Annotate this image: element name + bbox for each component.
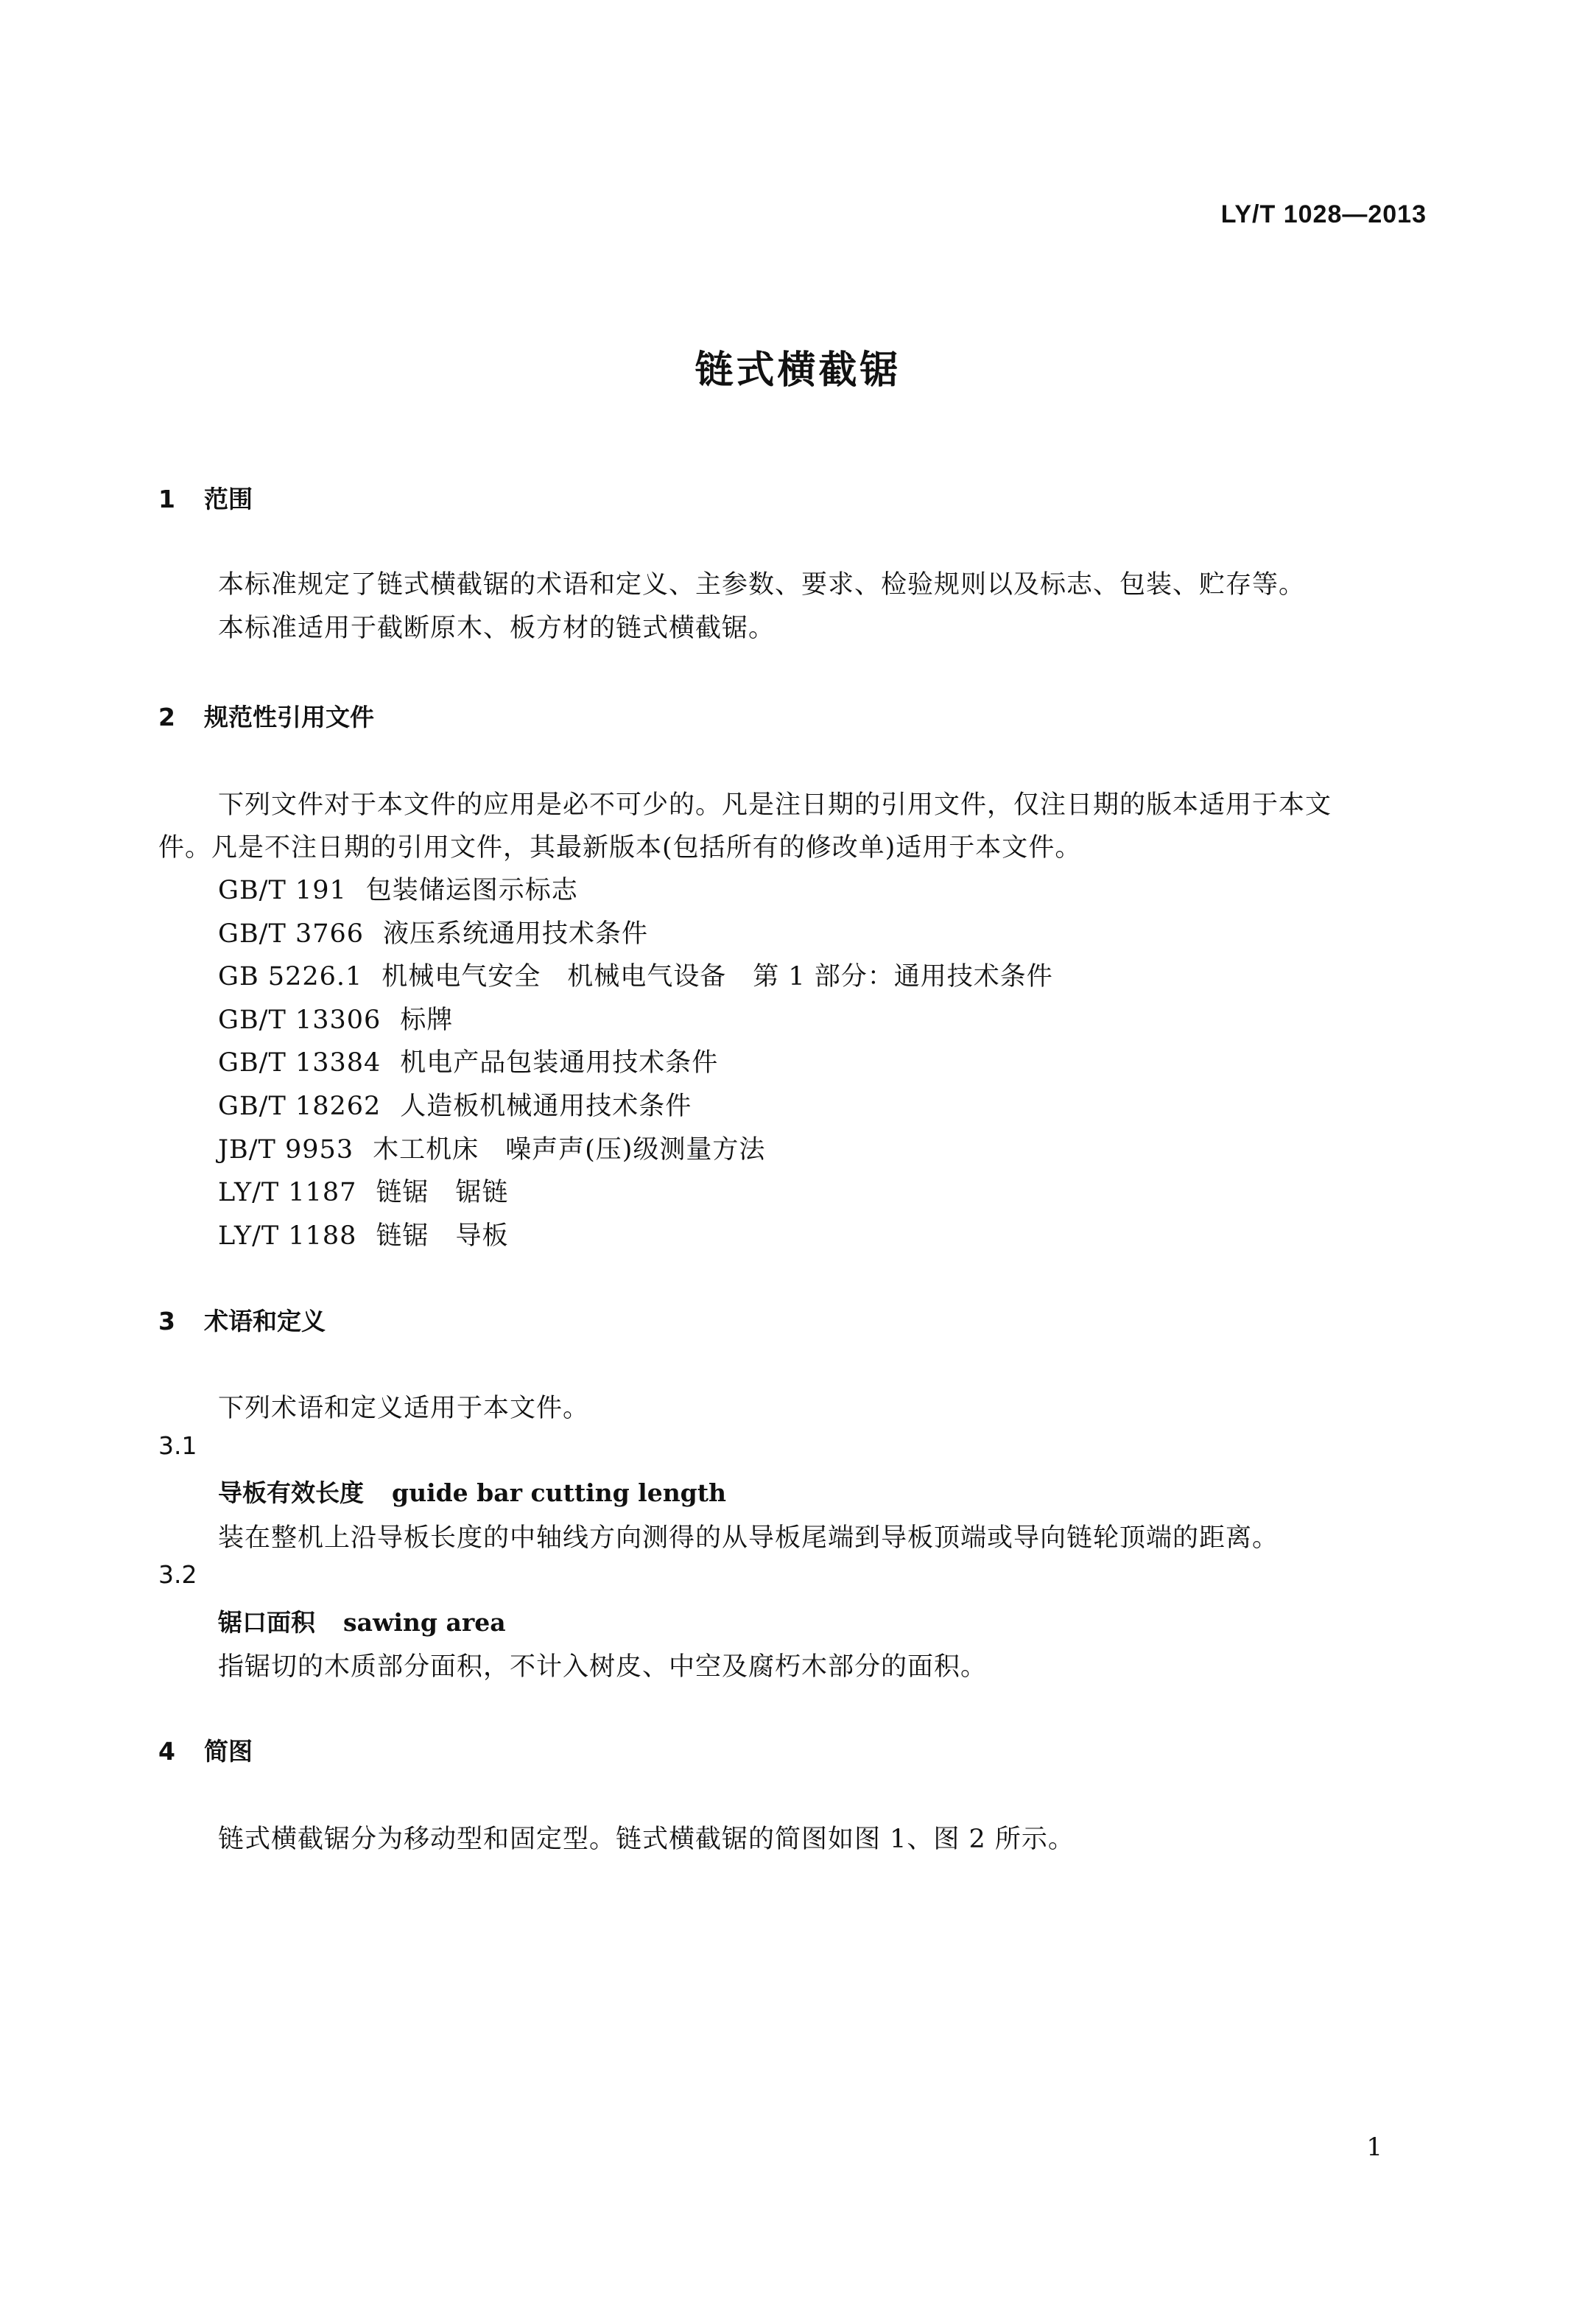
term-number: 3.1 [158, 1431, 197, 1460]
reference-code: GB/T 13384 [218, 1048, 382, 1078]
term-english: sawing area [343, 1608, 506, 1637]
paragraph: 本标准规定了链式横截锯的术语和定义、主参数、要求、检验规则以及标志、包装、贮存等。 [218, 570, 1306, 600]
reference-item [218, 956, 1053, 993]
reference-title: 人造板机械通用技术条件 [400, 1092, 692, 1121]
reference-title: 链锯 导板 [376, 1221, 509, 1251]
term-definition: 指锯切的木质部分面积，不计入树皮、中空及腐朽木部分的面积。 [218, 1652, 988, 1682]
section-title: 范围 [204, 485, 253, 513]
reference-item [218, 1172, 508, 1209]
reference-title: 液压系统通用技术条件 [383, 919, 649, 949]
term-number: 3.2 [158, 1560, 197, 1589]
reference-title: 木工机床 噪声声(压)级测量方法 [373, 1135, 766, 1165]
standard-code: LY/T 1028—2013 [1220, 200, 1427, 228]
reference-item [218, 870, 578, 907]
reference-item [218, 1215, 508, 1252]
section-number: 4 [158, 1737, 175, 1766]
reference-title: 包装储运图示标志 [365, 876, 578, 905]
reference-title: 标牌 [400, 1005, 454, 1035]
paragraph: 本标准适用于截断原木、板方材的链式横截锯。 [218, 614, 776, 643]
section-title: 术语和定义 [204, 1307, 326, 1335]
reference-code: GB/T 18262 [218, 1092, 382, 1121]
reference-code: GB 5226.1 [218, 962, 363, 991]
section-number: 3 [158, 1307, 175, 1335]
term-english: guide bar cutting length [392, 1478, 726, 1507]
reference-item [218, 913, 648, 950]
reference-code: GB/T 13306 [218, 1005, 382, 1035]
reference-title: 链锯 锯链 [376, 1178, 509, 1207]
document-title: 链式横截锯 [695, 348, 901, 393]
section-2-heading [158, 698, 374, 733]
reference-code: LY/T 1187 [218, 1178, 357, 1207]
term-chinese: 锯口面积 [218, 1608, 315, 1637]
term-heading [218, 1474, 726, 1509]
section-3-heading [158, 1302, 326, 1337]
reference-item [218, 1042, 718, 1079]
reference-code: GB/T 3766 [218, 919, 365, 949]
section-1-heading [158, 480, 253, 515]
section-4-heading [158, 1733, 253, 1767]
paragraph: 下列文件对于本文件的应用是必不可少的。凡是注日期的引用文件，仅注日期的版本适用于本文 [218, 790, 1332, 820]
reference-item [218, 1000, 453, 1036]
reference-title: 机械电气安全 机械电气设备 第 1 部分：通用技术条件 [382, 962, 1053, 991]
reference-code: JB/T 9953 [218, 1135, 354, 1165]
paragraph: 链式横截锯分为移动型和固定型。链式横截锯的简图如图 1、图 2 所示。 [218, 1825, 1075, 1854]
section-title: 规范性引用文件 [204, 703, 374, 731]
reference-item [218, 1086, 692, 1123]
reference-code: LY/T 1188 [218, 1221, 357, 1251]
term-chinese: 导板有效长度 [218, 1478, 364, 1507]
section-number: 2 [158, 703, 175, 731]
reference-title: 机电产品包装通用技术条件 [400, 1048, 719, 1078]
term-heading [218, 1604, 506, 1638]
reference-item [218, 1129, 765, 1166]
page-number: 1 [1366, 2133, 1382, 2162]
section-title: 简图 [204, 1737, 253, 1766]
section-number: 1 [158, 485, 175, 513]
reference-code: GB/T 191 [218, 876, 347, 905]
paragraph: 下列术语和定义适用于本文件。 [218, 1394, 590, 1423]
term-definition: 装在整机上沿导板长度的中轴线方向测得的从导板尾端到导板顶端或导向链轮顶端的距离。 [218, 1523, 1279, 1553]
paragraph: 件。凡是不注日期的引用文件，其最新版本(包括所有的修改单)适用于本文件。 [158, 833, 1082, 863]
